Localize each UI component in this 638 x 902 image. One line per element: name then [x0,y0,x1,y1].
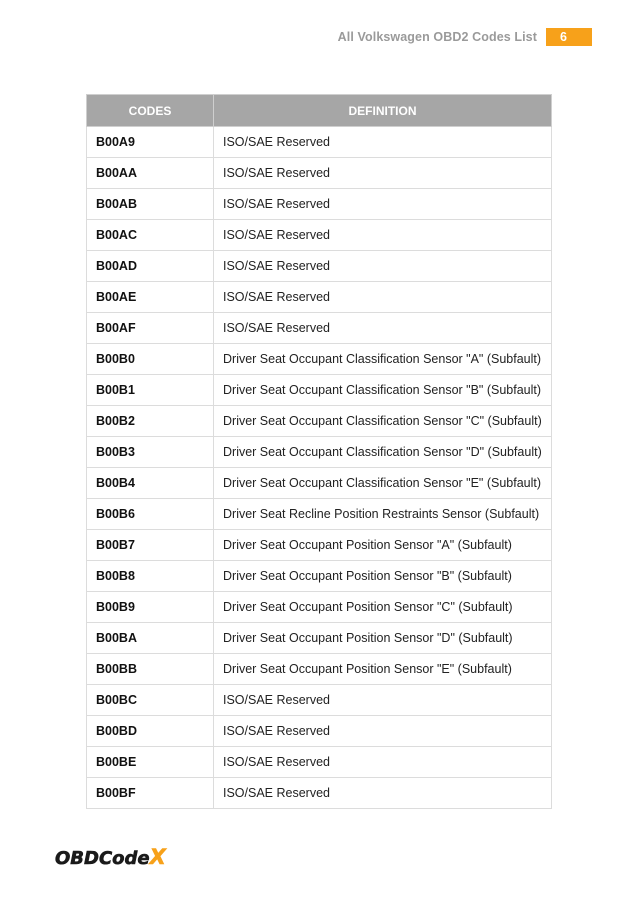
definition-cell: Driver Seat Occupant Classification Sensor "D" (Subfault) [214,437,552,468]
code-cell: B00AB [87,189,214,220]
page-header [338,28,592,46]
code-cell: B00A9 [87,127,214,158]
code-cell: B00AF [87,313,214,344]
table-row [87,468,552,499]
definition-cell: Driver Seat Occupant Classification Sensor "B" (Subfault) [214,375,552,406]
table-row [87,716,552,747]
definition-cell: Driver Seat Occupant Position Sensor "A" (Subfault) [214,530,552,561]
page-number-badge: 6 [546,28,592,46]
column-header-codes: CODES [87,95,214,127]
code-cell: B00B6 [87,499,214,530]
code-cell: B00B0 [87,344,214,375]
table-row [87,623,552,654]
code-cell: B00BC [87,685,214,716]
definition-cell: ISO/SAE Reserved [214,127,552,158]
table-row [87,344,552,375]
table-row [87,654,552,685]
definition-cell: Driver Seat Occupant Position Sensor "E" (Subfault) [214,654,552,685]
table-row [87,251,552,282]
table-row [87,127,552,158]
definition-cell: ISO/SAE Reserved [214,282,552,313]
logo-wordmark [55,845,168,869]
definition-cell: ISO/SAE Reserved [214,778,552,809]
code-cell: B00AE [87,282,214,313]
code-cell: B00B7 [87,530,214,561]
table-body [87,127,552,809]
logo-text-main: OBDCode [55,848,150,869]
code-cell: B00BD [87,716,214,747]
code-cell: B00B2 [87,406,214,437]
definition-cell: Driver Seat Occupant Classification Sensor "C" (Subfault) [214,406,552,437]
table-row [87,778,552,809]
code-cell: B00AD [87,251,214,282]
table-row [87,592,552,623]
definition-cell: Driver Seat Occupant Classification Sensor "A" (Subfault) [214,344,552,375]
table-row [87,499,552,530]
table-row [87,220,552,251]
code-cell: B00BE [87,747,214,778]
definition-cell: ISO/SAE Reserved [214,251,552,282]
definition-cell: Driver Seat Occupant Classification Sensor "E" (Subfault) [214,468,552,499]
logo-text-accent: X [149,845,166,869]
code-cell: B00B4 [87,468,214,499]
obdcodex-logo [54,842,166,872]
code-cell: B00BA [87,623,214,654]
table-row [87,189,552,220]
table-row [87,313,552,344]
table-row [87,282,552,313]
code-cell: B00B8 [87,561,214,592]
table-row [87,437,552,468]
table-row [87,747,552,778]
definition-cell: Driver Seat Occupant Position Sensor "B" (Subfault) [214,561,552,592]
definition-cell: ISO/SAE Reserved [214,220,552,251]
table-header-row [87,95,552,127]
document-title: All Volkswagen OBD2 Codes List [337,30,537,44]
codes-table [86,94,552,809]
code-cell: B00B1 [87,375,214,406]
table-row [87,685,552,716]
column-header-definition: DEFINITION [214,95,552,127]
code-cell: B00BB [87,654,214,685]
code-cell: B00AA [87,158,214,189]
definition-cell: ISO/SAE Reserved [214,716,552,747]
table-row [87,375,552,406]
definition-cell: ISO/SAE Reserved [214,313,552,344]
definition-cell: ISO/SAE Reserved [214,685,552,716]
definition-cell: Driver Seat Occupant Position Sensor "C" (Subfault) [214,592,552,623]
definition-cell: ISO/SAE Reserved [214,747,552,778]
definition-cell: Driver Seat Occupant Position Sensor "D" (Subfault) [214,623,552,654]
table-row [87,158,552,189]
table-row [87,406,552,437]
table-row [87,561,552,592]
definition-cell: Driver Seat Recline Position Restraints Sensor (Subfault) [214,499,552,530]
definition-cell: ISO/SAE Reserved [214,158,552,189]
code-cell: B00BF [87,778,214,809]
definition-cell: ISO/SAE Reserved [214,189,552,220]
code-cell: B00AC [87,220,214,251]
code-cell: B00B9 [87,592,214,623]
code-cell: B00B3 [87,437,214,468]
table-row [87,530,552,561]
